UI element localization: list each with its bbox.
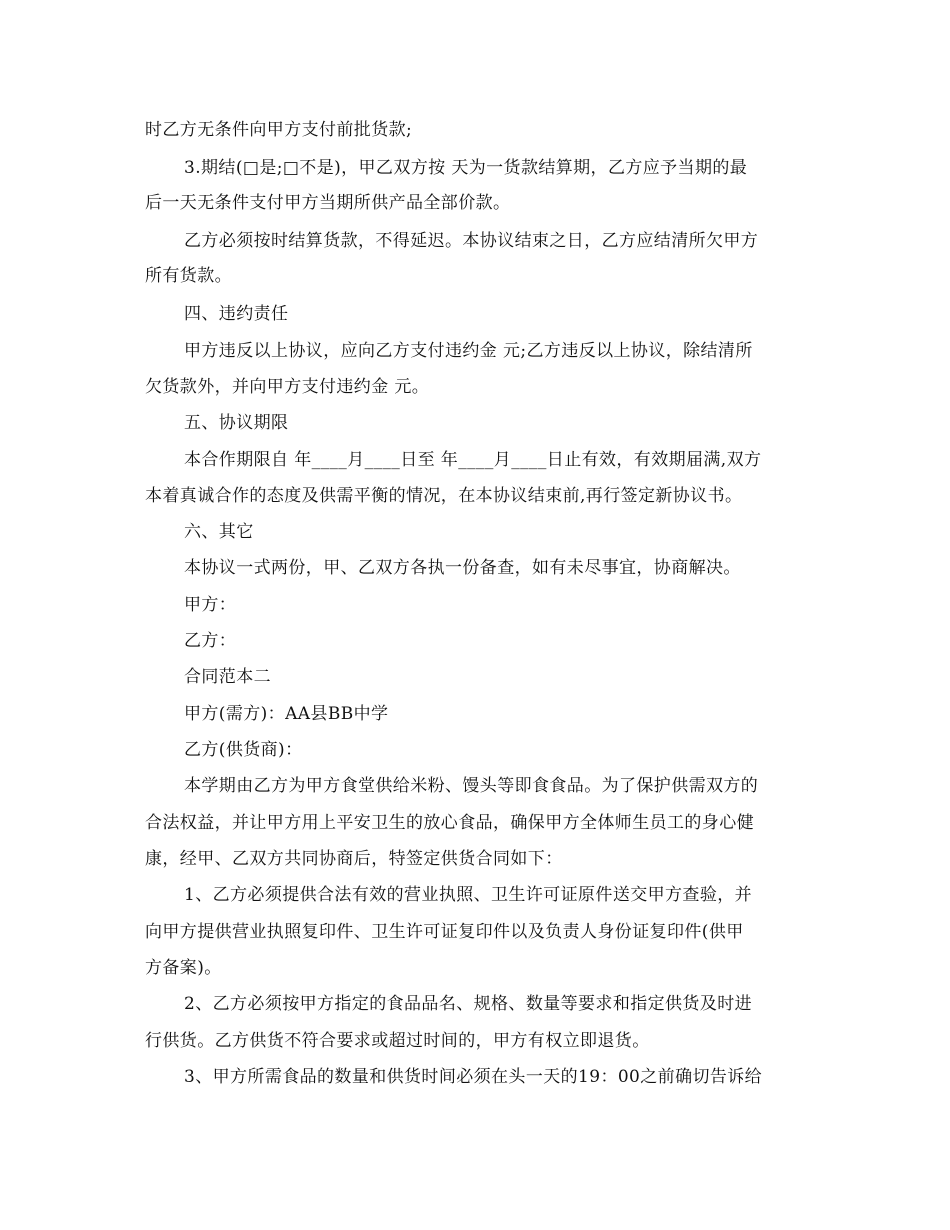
signature-label: 甲方：	[184, 595, 237, 615]
text-line: 3、甲方所需食品的数量和供货时间必须在头一天的19：00之前确切告诉给	[184, 1067, 763, 1087]
signature-label: 乙方：	[184, 631, 237, 651]
text-line: 1、乙方必须提供合法有效的营业执照、卫生许可证原件送交甲方查验，并	[184, 885, 753, 905]
section-heading: 五、协议期限	[184, 413, 289, 433]
text-line: 康，经甲、乙双方共同协商后，特签定供货合同如下：	[145, 849, 563, 869]
text-line: 甲方违反以上协议，应向乙方支付违约金 元;乙方违反以上协议，除结清所	[184, 341, 753, 361]
text-line: 后一天无条件支付甲方当期所供产品全部价款。	[145, 193, 511, 213]
text-line: 乙方(供货商)：	[184, 740, 303, 760]
contract-title: 合同范本二	[184, 667, 271, 687]
text-line: 合法权益，并让甲方用上平安卫生的放心食品，确保甲方全体师生员工的身心健	[145, 813, 754, 833]
text-line: 乙方必须按时结算货款，不得延迟。本协议结束之日，乙方应结清所欠甲方	[184, 231, 759, 251]
text-line: 行供货。乙方供货不符合要求或超过时间的，甲方有权立即退货。	[145, 1031, 650, 1051]
text-line: 所有货款。	[145, 266, 232, 286]
text-line: 本着真诚合作的态度及供需平衡的情况，在本协议结束前,再行签定新协议书。	[145, 486, 743, 506]
text-line: 向甲方提供营业执照复印件、卫生许可证复印件以及负责人身份证复印件(供甲	[145, 922, 744, 942]
text-line: 甲方(需方)：AA县BB中学	[184, 704, 389, 724]
text-line: 3.期结(□是;□不是)，甲乙双方按 天为一货款结算期，乙方应予当期的最	[184, 158, 748, 178]
section-heading: 四、违约责任	[184, 304, 289, 324]
text-line: 欠货款外，并向甲方支付违约金 元。	[145, 377, 430, 397]
text-line: 本合作期限自 年____月____日至 年____月____日止有效，有效期届满,双方	[184, 450, 762, 470]
text-line: 方备案)。	[145, 958, 222, 978]
text-line: 本学期由乙方为甲方食堂供给米粉、馒头等即食食品。为了保护供需双方的	[184, 776, 759, 796]
text-line: 时乙方无条件向甲方支付前批货款;	[145, 120, 413, 140]
text-line: 本协议一式两份，甲、乙双方各执一份备查，如有未尽事宜，协商解决。	[184, 558, 741, 578]
text-line: 2、乙方必须按甲方指定的食品品名、规格、数量等要求和指定供货及时进	[184, 994, 753, 1014]
section-heading: 六、其它	[184, 522, 254, 542]
